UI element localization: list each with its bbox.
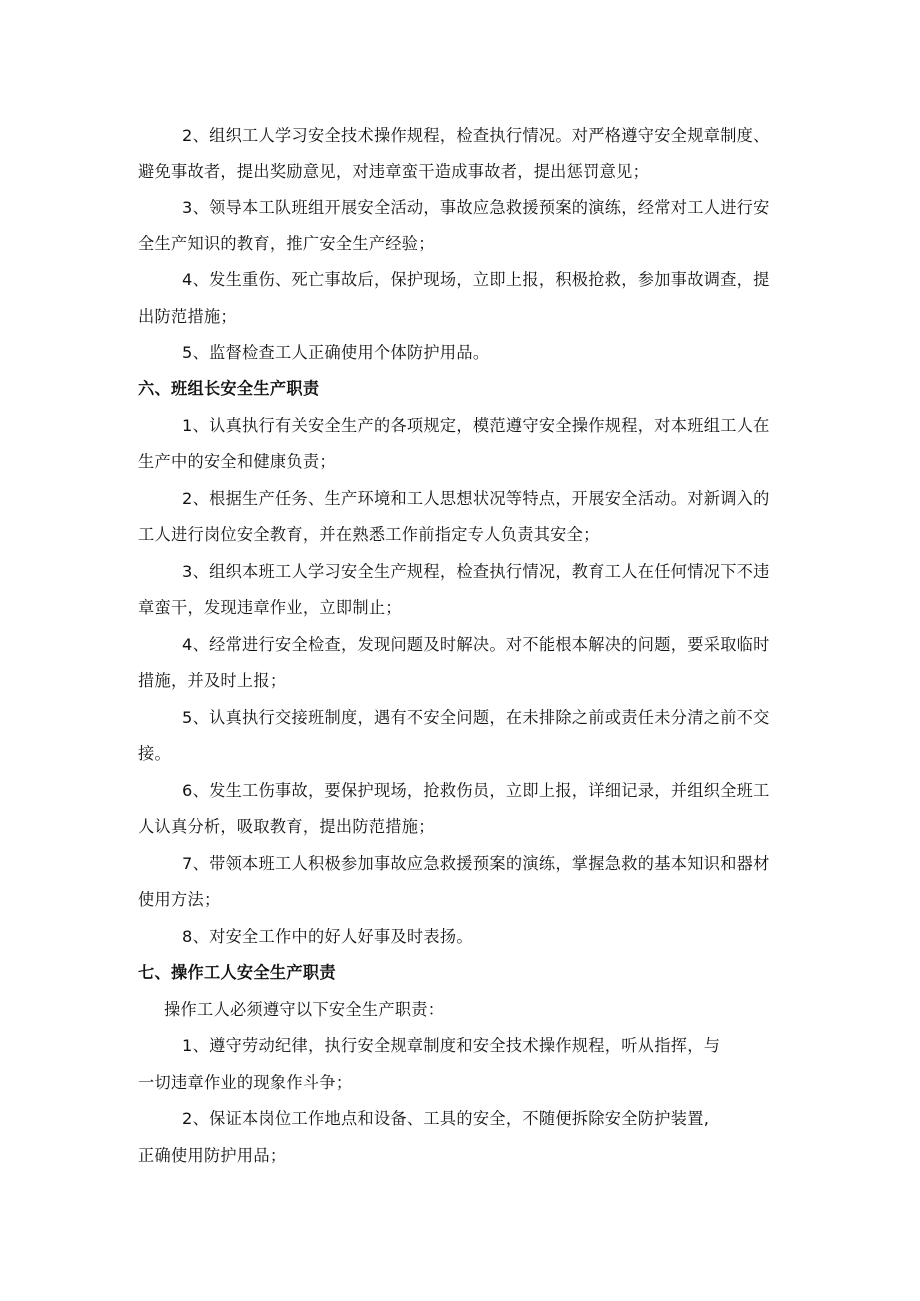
paragraph-line: 8、对安全工作中的好人好事及时表扬。 [182, 927, 473, 946]
paragraph-line: 3、组织本班工人学习安全生产规程，检查执行情况，教育工人在任何情况下不违 [182, 562, 770, 581]
paragraph-line: 5、监督检查工人正确使用个体防护用品。 [182, 343, 490, 362]
paragraph-line: 2、保证本岗位工作地点和设备、工具的安全，不随便拆除安全防护装置, [182, 1109, 710, 1128]
paragraph-line: 人认真分析，吸取教育，提出防范措施； [138, 817, 435, 836]
section-heading-seven: 七、操作工人安全生产职责 [138, 963, 336, 982]
paragraph-line: 正确使用防护用品； [138, 1146, 287, 1165]
paragraph-line: 生产中的安全和健康负责； [138, 452, 336, 471]
paragraph-line: 1、认真执行有关安全生产的各项规定，模范遵守安全操作规程，对本班组工人在 [182, 416, 770, 435]
paragraph-line: 3、领导本工队班组开展安全活动，事故应急救援预案的演练，经常对工人进行安 [182, 198, 770, 217]
paragraph-line: 工人进行岗位安全教育，并在熟悉工作前指定专人负责其安全； [138, 525, 600, 544]
paragraph-line: 全生产知识的教育，推广安全生产经验； [138, 234, 435, 253]
paragraph-line: 4、经常进行安全检查，发现问题及时解决。对不能根本解决的问题，要采取临时 [182, 635, 770, 654]
paragraph-line: 一切违章作业的现象作斗争； [138, 1073, 353, 1092]
paragraph-line: 操作工人必须遵守以下安全生产职责： [164, 1000, 445, 1019]
paragraph-line: 使用方法； [138, 890, 221, 909]
paragraph-line: 避免事故者，提出奖励意见，对违章蛮干造成事故者，提出惩罚意见； [138, 162, 650, 181]
paragraph-line: 6、发生工伤事故，要保护现场，抢救伤员，立即上报，详细记录，并组织全班工 [182, 781, 770, 800]
paragraph-line: 措施，并及时上报； [138, 671, 287, 690]
section-heading-six: 六、班组长安全生产职责 [138, 379, 320, 398]
paragraph-line: 1、遵守劳动纪律，执行安全规章制度和安全技术操作规程，听从指挥，与 [182, 1036, 721, 1055]
paragraph-line: 5、认真执行交接班制度，遇有不安全问题，在未排除之前或责任未分清之前不交 [182, 708, 770, 727]
paragraph-line: 2、组织工人学习安全技术操作规程，检查执行情况。对严格遵守安全规章制度、 [182, 126, 770, 145]
paragraph-line: 章蛮干，发现违章作业，立即制止； [138, 598, 402, 617]
paragraph-line: 出防范措施； [138, 307, 237, 326]
paragraph-line: 2、根据生产任务、生产环境和工人思想状况等特点，开展安全活动。对新调入的 [182, 489, 770, 508]
paragraph-line: 接。 [138, 744, 171, 763]
paragraph-line: 7、带领本班工人积极参加事故应急救援预案的演练，掌握急救的基本知识和器材 [182, 854, 770, 873]
paragraph-line: 4、发生重伤、死亡事故后，保护现场，立即上报，积极抢救，参加事故调查，提 [182, 270, 770, 289]
